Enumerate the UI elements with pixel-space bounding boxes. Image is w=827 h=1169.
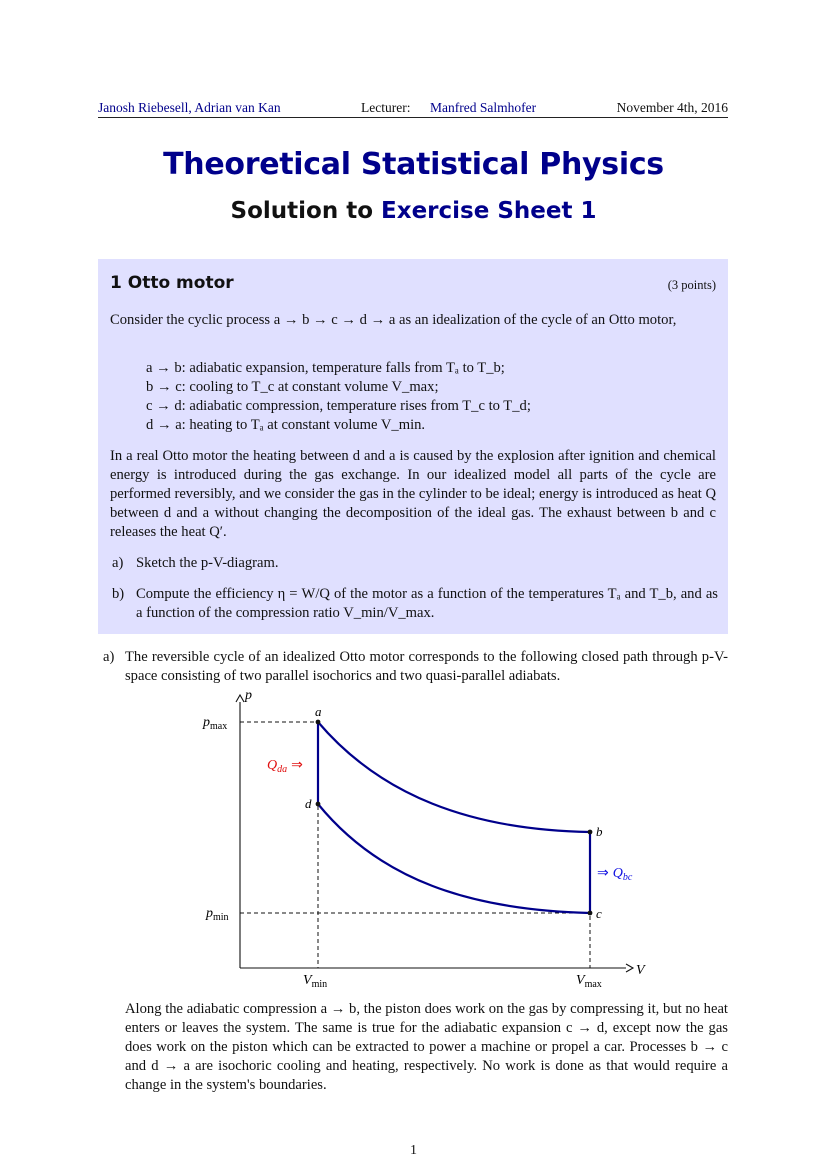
point-d-label: d [305,796,312,811]
point-b-dot [588,830,593,835]
question-label: a) [112,555,124,571]
process-step: c → d: adiabatic compression, temperature rises from T_c to T_d; [146,398,531,414]
solution-text: The reversible cycle of an idealized Otto motor corresponds to the following closed path through p-V-space consisting of two parallel isochorics and two quasi-parallel adiabats. [125,649,728,684]
q-bc-label [597,866,633,883]
axis-p-label: p [245,688,252,703]
point-a-label: a [315,704,322,719]
axis-v-label: V [636,963,645,978]
q-bc-main: Q [612,866,623,881]
pmin-label [205,906,229,923]
adiabat-dc [318,804,590,913]
date: November 4th, 2016 [616,100,728,115]
q-da-arrow: ⇒ [291,758,303,773]
q-da-main: Q [267,758,278,773]
pmin-main: p [206,906,213,921]
vmax-main: V [576,973,585,988]
lecturer-name: Manfred Salmhofer [430,100,537,115]
page-number: 1 [410,1143,417,1158]
vmin-label [303,973,327,990]
point-c-dot [588,911,593,916]
exercise-title: 1 Otto motor [110,273,234,293]
q-da-label [267,758,303,775]
question-text: Sketch the p-V-diagram. [136,555,279,571]
lecturer-label: Lecturer: [361,100,411,115]
exercise-intro: Consider the cyclic process a → b → c → d → a as an idealization of the cycle of an Otto motor, [110,312,677,328]
subtitle-link[interactable]: Exercise Sheet 1 [381,198,597,224]
q-da-sub: da [277,764,288,775]
subtitle-prefix: Solution to [230,198,373,224]
page-title: Theoretical Statistical Physics [163,147,664,182]
vmin-main: V [303,973,312,988]
question-text: Compute the efficiency η = W/Q of the motor as a function of the temperatures Tₐ and T_b, and as a function of the compression ratio V_min/V_max. [136,586,718,621]
q-bc-sub: bc [622,872,633,883]
point-d-dot [316,802,321,807]
pmax-main: p [203,715,210,730]
pmax-sub: max [210,721,228,732]
vmin-sub: min [311,979,328,990]
solution-after: Along the adiabatic compression a → b, the piston does work on the gas by compressing it, but no heat enters or leaves the system. The same is true for the adiabatic expansion c → d, except now the gas does work on the piston which can be extracted to power a machine or propel a car. Processes b → c and d → a are isochoric cooling and heating, respectively. No work is done as that would require a change in the system's boundaries. [125,1001,728,1093]
pmax-label [202,715,227,732]
vmax-sub: max [584,979,602,990]
question-label: b) [112,586,125,602]
process-step: b → c: cooling to T_c at constant volume V_max; [146,379,439,395]
q-bc-arrow: ⇒ [597,866,609,881]
point-c-label: c [596,906,602,921]
process-step: a → b: adiabatic expansion, temperature falls from Tₐ to T_b; [146,360,505,376]
process-step: d → a: heating to Tₐ at constant volume V_min. [146,417,426,433]
vmax-label [576,973,602,990]
exercise-points: (3 points) [667,278,716,292]
p-axis-arrow [236,695,244,702]
v-axis-arrow [626,964,633,972]
adiabat-ab [318,722,590,832]
pmin-sub: min [213,912,229,923]
exercise-paragraph: In a real Otto motor the heating between d and a is caused by the explosion after ignition and chemical energy is introduced during the gas exchange. In our idealized model all parts of the cycle are performed reversibly, and we consider the gas in the cylinder to be ideal; energy is introduced as heat Q between d and a without changing the decomposition of the ideal gas. The exhaust between b and c releases the heat Q′. [110,448,716,540]
authors: Janosh Riebesell, Adrian van Kan [98,100,281,115]
solution-label: a) [103,649,115,665]
point-a-dot [316,720,321,725]
point-b-label: b [596,824,603,839]
